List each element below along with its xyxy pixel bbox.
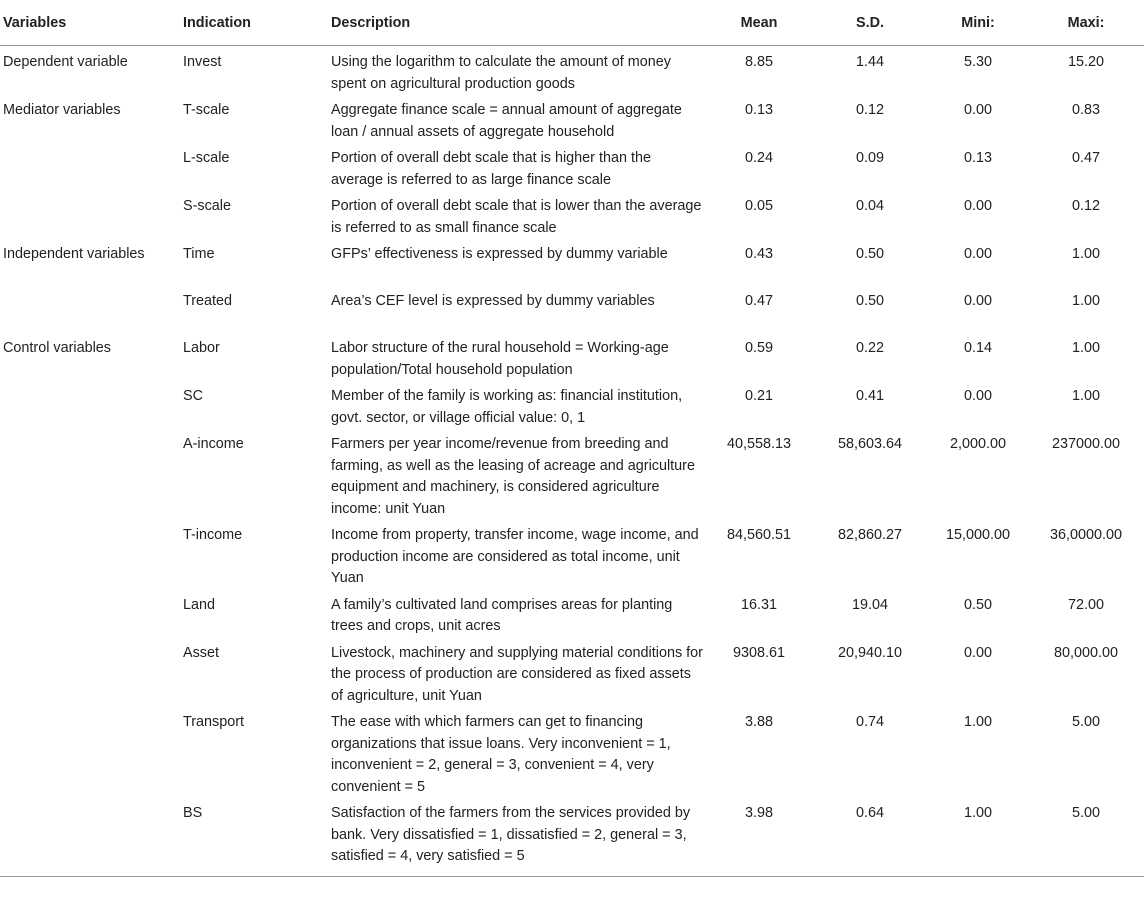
table-body — [0, 46, 1144, 877]
cell-mini: 0.00 — [963, 198, 992, 214]
cell-mean: 8.85 — [744, 54, 773, 70]
table-row — [0, 95, 1144, 143]
cell-sd: 82,860.27 — [837, 527, 903, 543]
cell-indication: Treated — [183, 293, 233, 309]
header-row — [0, 1, 1144, 46]
cell-maxi: 80,000.00 — [1053, 644, 1119, 661]
cell-variables — [0, 590, 180, 638]
cell-mean: 84,560.51 — [726, 527, 792, 543]
cell-mean: 0.43 — [744, 246, 773, 262]
cell-maxi: 15.20 — [1067, 54, 1104, 70]
cell-description: GFPs’ effectiveness is expressed by dummy variable — [331, 246, 668, 262]
cell-mean: 40,558.13 — [726, 436, 792, 452]
header-maxi: Maxi: — [1028, 1, 1144, 46]
table-row — [0, 381, 1144, 429]
cell-variables — [0, 429, 180, 520]
cell-mini: 1.00 — [928, 798, 1028, 876]
cell-sd: 0.74 — [855, 714, 884, 730]
cell-description: Aggregate finance scale = annual amount of aggregate loan / annual assets of aggregate household — [331, 102, 682, 140]
cell-indication: T-income — [183, 527, 243, 543]
table-row — [0, 429, 1144, 520]
cell-indication: Time — [183, 246, 215, 262]
cell-mean: 0.59 — [744, 340, 773, 356]
cell-sd: 1.44 — [855, 54, 884, 70]
table-row — [0, 191, 1144, 239]
header-mini: Mini: — [928, 1, 1028, 46]
cell-indication: Labor — [183, 340, 220, 356]
table-row — [0, 520, 1144, 590]
header-sd: S.D. — [812, 1, 928, 46]
cell-variables — [0, 638, 180, 708]
table-row — [0, 707, 1144, 798]
cell-description: Portion of overall debt scale that is lower than the average is referred to as small finance scale — [331, 198, 702, 236]
cell-sd: 0.64 — [812, 798, 928, 876]
cell-maxi: 1.00 — [1071, 340, 1100, 356]
cell-maxi: 72.00 — [1067, 596, 1104, 613]
cell-mini: 0.50 — [963, 596, 992, 613]
header-mean: Mean — [706, 1, 812, 46]
table-header — [0, 1, 1144, 46]
cell-description: The ease with which farmers can get to financing organizations that issue loans. Very inconvenient = 1, inconvenient = 2, general = 3, convenient = 4, very convenient = 5 — [331, 714, 671, 795]
cell-sd: 0.12 — [855, 102, 884, 118]
cell-mean: 16.31 — [740, 596, 777, 613]
cell-mean: 3.98 — [706, 798, 812, 876]
cell-mini: 0.13 — [963, 150, 992, 166]
cell-variables — [0, 707, 180, 798]
table-row — [0, 333, 1144, 381]
table-row — [0, 798, 1144, 876]
cell-sd: 58,603.64 — [837, 436, 903, 452]
cell-mini: 5.30 — [963, 54, 992, 70]
cell-mean: 0.13 — [744, 102, 773, 118]
cell-sd: 0.09 — [855, 150, 884, 166]
cell-indication: L-scale — [183, 150, 230, 166]
cell-maxi: 1.00 — [1071, 293, 1100, 309]
cell-indication: Invest — [183, 54, 222, 70]
cell-mini: 0.00 — [963, 293, 992, 309]
table-row — [0, 638, 1144, 708]
cell-indication: A-income — [183, 436, 244, 452]
cell-mini: 2,000.00 — [949, 436, 1007, 452]
header-variables: Variables — [0, 1, 180, 46]
cell-mini: 0.00 — [963, 644, 992, 661]
header-description: Description — [328, 1, 706, 46]
cell-description: Portion of overall debt scale that is higher than the average is referred to as large finance scale — [331, 150, 651, 188]
cell-mini: 0.00 — [963, 102, 992, 118]
cell-sd: 0.50 — [855, 246, 884, 262]
cell-description: Using the logarithm to calculate the amount of money spent on agricultural production goods — [331, 54, 671, 92]
cell-maxi: 1.00 — [1071, 246, 1100, 262]
cell-variables — [0, 286, 180, 333]
cell-variables: Mediator variables — [3, 102, 121, 118]
cell-maxi: 5.00 — [1071, 714, 1100, 730]
cell-sd: 0.22 — [855, 340, 884, 356]
cell-description: Income from property, transfer income, wage income, and production income are considered as total income, unit Yuan — [331, 527, 699, 586]
cell-variables — [0, 381, 180, 429]
cell-mean: 0.47 — [744, 293, 773, 309]
cell-description: A family’s cultivated land comprises areas for planting trees and crops, unit acres — [331, 596, 673, 634]
cell-mini: 0.00 — [963, 246, 992, 262]
cell-variables — [0, 520, 180, 590]
cell-mean: 0.24 — [744, 150, 773, 166]
cell-description: Labor structure of the rural household = Working-age population/Total household population — [331, 340, 669, 378]
cell-description: Satisfaction of the farmers from the services provided by bank. Very dissatisfied = 1, dissatisfied = 2, general = 3, satisfied = 4, very satisfied = 5 — [328, 798, 706, 876]
cell-sd: 0.50 — [855, 293, 884, 309]
cell-maxi: 0.47 — [1071, 150, 1100, 166]
cell-variables — [0, 143, 180, 191]
header-indication: Indication — [180, 1, 328, 46]
cell-mean: 0.21 — [744, 388, 773, 404]
cell-variables — [0, 191, 180, 239]
cell-variables: Dependent variable — [3, 54, 128, 70]
cell-indication: SC — [183, 388, 203, 404]
cell-mini: 1.00 — [963, 714, 992, 730]
cell-maxi: 0.83 — [1071, 102, 1100, 118]
cell-mini: 0.14 — [963, 340, 992, 356]
cell-maxi: 36,0000.00 — [1049, 527, 1123, 543]
cell-variables: Independent variables — [3, 246, 145, 262]
cell-description: Farmers per year income/revenue from breeding and farming, as well as the leasing of acreage and agriculture equipment and machinery, is considered agriculture income: unit Yuan — [331, 436, 695, 517]
cell-sd: 19.04 — [851, 596, 888, 613]
cell-mini: 15,000.00 — [945, 527, 1011, 543]
cell-maxi: 5.00 — [1028, 798, 1144, 876]
cell-maxi: 0.12 — [1071, 198, 1100, 214]
cell-description: Livestock, machinery and supplying material conditions for the process of production are considered as fixed assets of agriculture, unit Yuan — [331, 644, 703, 704]
cell-maxi: 1.00 — [1071, 388, 1100, 404]
cell-description: Area’s CEF level is expressed by dummy variables — [331, 293, 655, 309]
cell-indication: S-scale — [183, 198, 231, 214]
cell-mean: 3.88 — [744, 714, 773, 730]
cell-sd: 0.41 — [855, 388, 884, 404]
table-row — [0, 286, 1144, 333]
cell-mean: 0.05 — [744, 198, 773, 214]
cell-maxi: 237000.00 — [1051, 436, 1121, 452]
cell-mean: 9308.61 — [732, 644, 786, 661]
cell-mini: 0.00 — [963, 388, 992, 404]
cell-variables — [0, 798, 180, 876]
table-row — [0, 143, 1144, 191]
table-row — [0, 46, 1144, 96]
cell-indication: BS — [180, 798, 328, 876]
cell-variables: Control variables — [3, 340, 111, 356]
cell-description: Member of the family is working as: financial institution, govt. sector, or village official value: 0, 1 — [331, 388, 683, 426]
cell-sd: 20,940.10 — [837, 644, 903, 661]
cell-indication: Asset — [183, 644, 219, 661]
cell-indication: Land — [183, 596, 216, 613]
cell-sd: 0.04 — [855, 198, 884, 214]
table-row — [0, 590, 1144, 638]
cell-indication: Transport — [183, 714, 245, 730]
cell-indication: T-scale — [183, 102, 230, 118]
table-row — [0, 239, 1144, 286]
